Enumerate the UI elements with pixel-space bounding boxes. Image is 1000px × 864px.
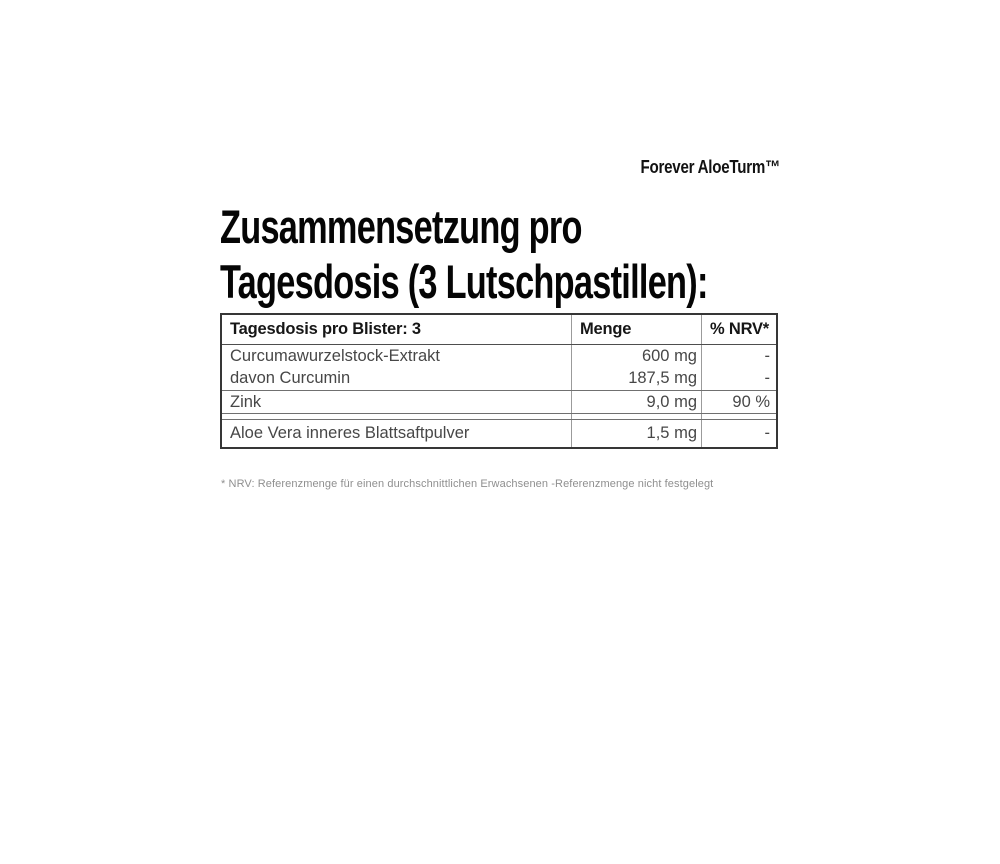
ingredient-name: Curcumawurzelstock-Extrakt xyxy=(222,345,572,367)
brand-title: Forever AloeTurm™ xyxy=(640,157,780,177)
divider-cell xyxy=(222,414,572,419)
table-row xyxy=(222,367,776,391)
page-title-line1: Zusammensetzung pro xyxy=(220,200,582,253)
nutrition-table xyxy=(220,313,778,449)
ingredient-amount: 187,5 mg xyxy=(572,367,702,390)
table-row xyxy=(222,391,776,414)
divider-cell xyxy=(702,414,776,419)
ingredient-amount: 9,0 mg xyxy=(572,391,702,413)
page-title-line2: Tagesdosis (3 Lutschpastillen): xyxy=(220,255,708,308)
ingredient-nrv: 90 % xyxy=(732,392,770,411)
ingredient-nrv: - xyxy=(764,424,770,442)
table-header-row xyxy=(222,315,776,345)
page-title xyxy=(220,199,708,309)
ingredient-name: Zink xyxy=(222,391,572,413)
nrv-footnote: * NRV: Referenzmenge für einen durchschnittlichen Erwachsenen -Referenzmenge nicht festgelegt xyxy=(221,478,714,490)
ingredient-amount: 600 mg xyxy=(572,345,702,367)
ingredient-nrv: - xyxy=(764,369,770,387)
ingredient-name: Aloe Vera inneres Blattsaftpulver xyxy=(222,420,572,447)
table-row xyxy=(222,345,776,367)
divider-cell xyxy=(572,414,702,419)
header-amount: Menge xyxy=(572,315,702,344)
header-nrv: % NRV* xyxy=(710,320,770,338)
ingredient-amount: 1,5 mg xyxy=(572,420,702,447)
table-row xyxy=(222,420,776,447)
ingredient-name: davon Curcumin xyxy=(222,367,572,390)
ingredient-nrv: - xyxy=(764,346,770,365)
header-name: Tagesdosis pro Blister: 3 xyxy=(222,315,572,344)
